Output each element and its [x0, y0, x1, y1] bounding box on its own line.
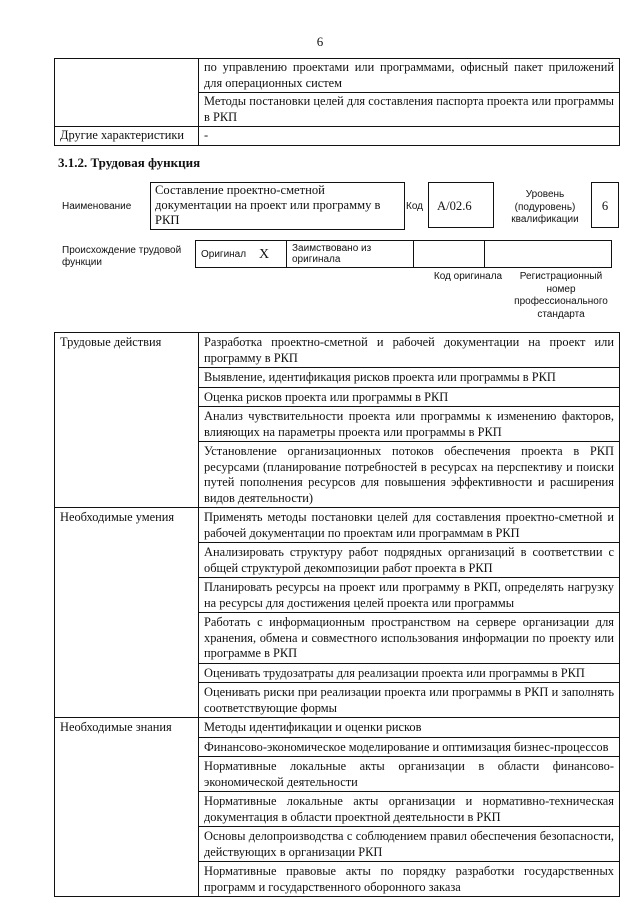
item-cell: Установление организационных потоков обеспечения проекта в РКП ресурсами (планирование потребностей в ресурсах на перспективу и поиски путей пополнения ресурсов для повышения эффективности и расширения видов деятельности) — [199, 442, 620, 508]
item-cell: Нормативные правовые акты по порядку разработки государственных программ и государственного оборонного заказа — [199, 862, 620, 897]
description-cell: - — [199, 127, 620, 146]
item-cell: Выявление, идентификация рисков проекта или программы в РКП — [199, 368, 620, 388]
category-cell: Другие характеристики — [55, 127, 199, 146]
page-number: 6 — [316, 34, 324, 49]
original-label: Оригинал — [196, 241, 255, 268]
table-row — [55, 59, 620, 93]
continuation-table — [54, 58, 620, 146]
item-cell: Финансово-экономическое моделирование и оптимизация бизнес-процессов — [199, 737, 620, 757]
item-cell: Планировать ресурсы на проект или программу в РКП, определять нагрузку на ресурсы для достижения целей проекта или программы — [199, 578, 620, 613]
table-row — [55, 718, 620, 738]
level-label: Уровень (подуровень) квалификации — [511, 189, 579, 225]
description-cell: Методы постановки целей для составления паспорта проекта или программы в РКП — [199, 93, 620, 127]
item-cell: Анализ чувствительности проекта или программы к изменению факторов, влияющих на параметры проекта или программы в РКП — [199, 407, 620, 442]
function-name: Составление проектно-сметной документации на проект или программу в РКП — [155, 183, 381, 227]
item-cell: Анализировать структуру работ подрядных организаций в соответствии с общей структурой декомпозиции работ проекта в РКП — [199, 543, 620, 578]
item-cell: Применять методы постановки целей для составления проектно-сметной и рабочей документации по проектам или программам в РКП — [199, 508, 620, 543]
table-row — [196, 241, 612, 268]
registration-caption: Регистрационный номер профессионального стандарта — [514, 271, 608, 320]
category-cell: Трудовые действия — [55, 333, 199, 508]
code-box — [428, 182, 494, 228]
borrowed-label: Заимствовано из оригинала — [287, 241, 414, 268]
item-cell: Работать с информационным пространством на сервере организации для хранения, обмена и совместного использования информации по проекту или программе в РКП — [199, 613, 620, 664]
item-cell: Основы делопроизводства с соблюдением правил обеспечения безопасности, действующих в организации РКП — [199, 827, 620, 862]
item-cell: Разработка проектно-сметной и рабочей документации на проект или программу в РКП — [199, 333, 620, 368]
origin-label: Происхождение трудовой функции — [62, 245, 182, 268]
category-cell: Необходимые знания — [55, 718, 199, 897]
function-details-table — [54, 332, 620, 897]
category-cell: Необходимые умения — [55, 508, 199, 718]
registration-number-cell — [485, 241, 612, 268]
item-cell: Оценивать трудозатраты для реализации проекта или программы в РКП — [199, 663, 620, 683]
item-cell: Методы идентификации и оценки рисков — [199, 718, 620, 738]
category-cell — [55, 59, 199, 127]
item-cell: Оценка рисков проекта или программы в РКП — [199, 387, 620, 407]
item-cell: Нормативные локальные акты организации и нормативно-техническая документация в области проектной деятельности в РКП — [199, 792, 620, 827]
item-cell: Оценивать риски при реализации проекта или программы в РКП и заполнять соответствующие формы — [199, 683, 620, 718]
code-label: Код — [406, 201, 424, 212]
level-box — [591, 182, 619, 228]
table-row — [55, 333, 620, 368]
code-value: A/02.6 — [437, 199, 472, 213]
section-title: 3.1.2. Трудовая функция — [58, 155, 201, 170]
original-mark: X — [254, 241, 287, 268]
table-row — [55, 508, 620, 543]
table-row — [55, 127, 620, 146]
name-label: Наименование — [62, 201, 132, 212]
description-cell: по управлению проектами или программами, офисный пакет приложений для операционных систем — [199, 59, 620, 93]
original-code-cell — [414, 241, 485, 268]
code-caption: Код оригинала — [433, 271, 503, 282]
origin-table — [195, 240, 612, 268]
function-name-box — [150, 182, 405, 230]
level-value: 6 — [601, 199, 609, 213]
item-cell: Нормативные локальные акты организации в области финансово-экономической деятельности — [199, 757, 620, 792]
